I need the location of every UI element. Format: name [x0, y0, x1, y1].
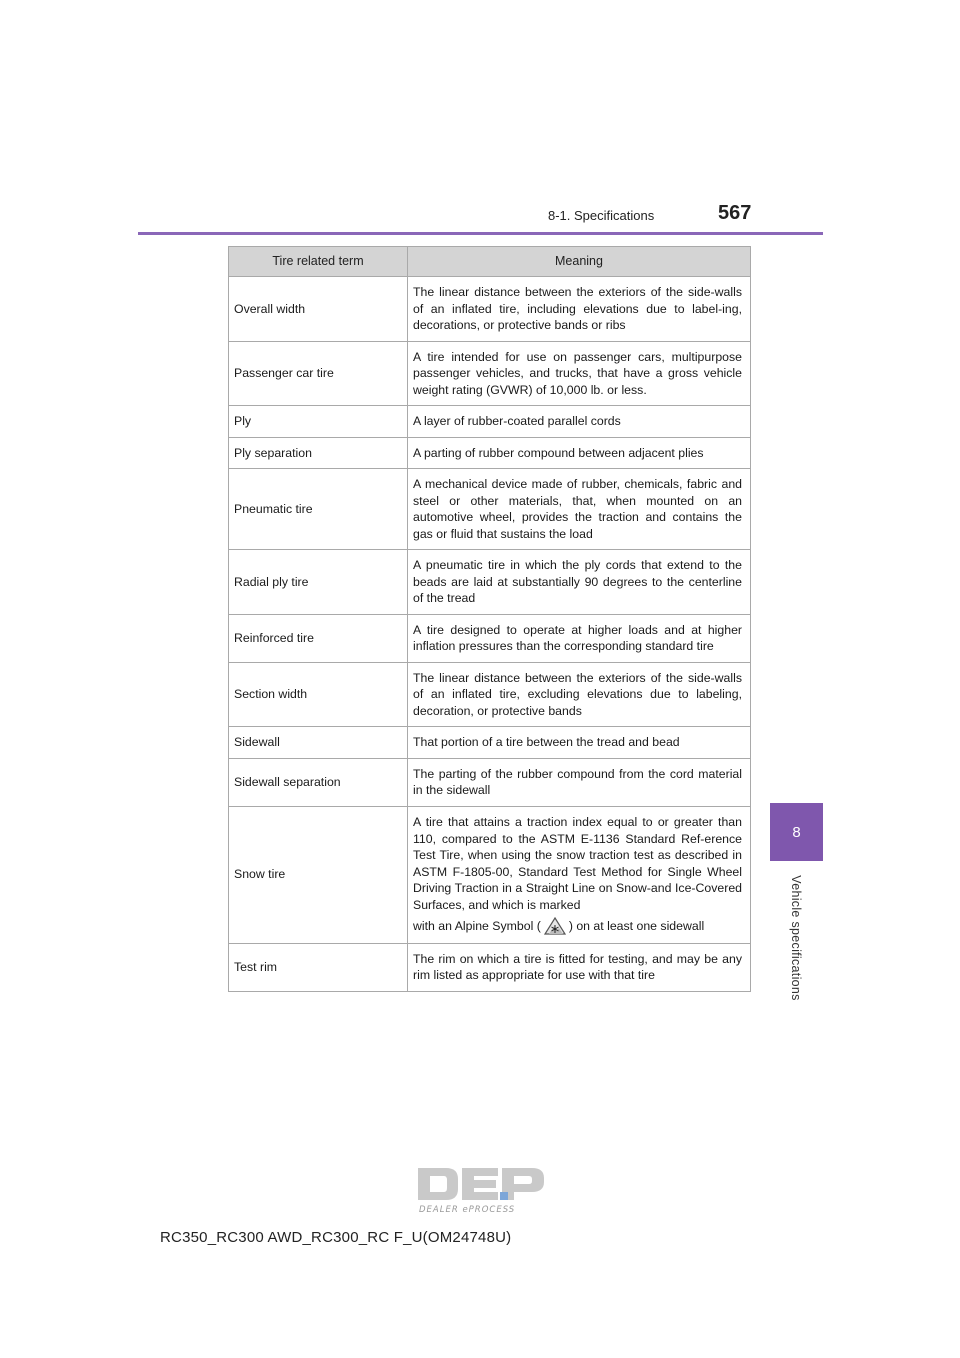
chapter-tab[interactable]: 8 [770, 803, 823, 861]
meaning-cell: A parting of rubber compound between adjacent plies [408, 437, 751, 469]
term-cell: Overall width [229, 277, 408, 342]
table-row [229, 943, 751, 991]
chapter-title-vertical: Vehicle specifications [789, 875, 803, 1001]
table-row [229, 550, 751, 615]
snow-tire-meaning-text: A tire that attains a traction index equal to or greater than 110, compared to the ASTM E-1136 Standard Ref-erence Test Tire, when using the snow traction test as described in ASTM F-1805-00, Standard Test Method for Single Wheel Driving Traction in a Straight Line on Snow-and Ice-Covered Surfaces, and which is marked [413, 815, 742, 912]
term-cell: Pneumatic tire [229, 469, 408, 550]
meaning-cell: The parting of the rubber compound from the cord material in the sidewall [408, 758, 751, 806]
column-header-term: Tire related term [229, 247, 408, 277]
term-cell: Ply separation [229, 437, 408, 469]
term-cell: Test rim [229, 943, 408, 991]
table-row [229, 614, 751, 662]
meaning-cell: The linear distance between the exteriors of the side-walls of an inflated tire, excluding elevations due to labeling, decoration, or protective bands [408, 662, 751, 727]
table-row [229, 758, 751, 806]
table-row [229, 277, 751, 342]
table-row [229, 662, 751, 727]
term-cell: Passenger car tire [229, 341, 408, 406]
table-header-row [229, 247, 751, 277]
tire-terms-table [228, 246, 751, 992]
meaning-cell: The linear distance between the exteriors of the side-walls of an inflated tire, including elevations due to label-ing, decorations, or protective bands or ribs [408, 277, 751, 342]
meaning-cell: That portion of a tire between the tread and bead [408, 727, 751, 759]
meaning-cell: A tire designed to operate at higher loads and at higher inflation pressures than the corresponding standard tire [408, 614, 751, 662]
term-cell: Radial ply tire [229, 550, 408, 615]
term-cell: Sidewall separation [229, 758, 408, 806]
snow-tire-meaning-tail-after: ) on at least one sidewall [568, 918, 705, 933]
alpine-snowflake-icon [544, 917, 566, 935]
column-header-meaning: Meaning [408, 247, 751, 277]
page-number: 567 [718, 202, 752, 224]
term-cell: Section width [229, 662, 408, 727]
term-cell: Ply [229, 406, 408, 438]
meaning-cell: The rim on which a tire is fitted for testing, and may be any rim listed as appropriate for use with that tire [408, 943, 751, 991]
term-cell: Reinforced tire [229, 614, 408, 662]
meaning-cell: A layer of rubber-coated parallel cords [408, 406, 751, 438]
meaning-cell: A mechanical device made of rubber, chemicals, fabric and steel or other materials, that, when mounted on an automotive wheel, provides the traction and contains the gas or fluid that sustains the load [408, 469, 751, 550]
header-section-title: 8-1. Specifications [548, 208, 655, 223]
snow-tire-meaning-tail-before: with an Alpine Symbol ( [413, 918, 541, 933]
table-row [229, 406, 751, 438]
meaning-cell [408, 806, 751, 943]
logo-tagline: DEALER ePROCESS [419, 1205, 516, 1215]
term-cell: Sidewall [229, 727, 408, 759]
table-row [229, 341, 751, 406]
table-row [229, 469, 751, 550]
header-rule [138, 232, 823, 235]
meaning-cell: A pneumatic tire in which the ply cords that extend to the beads are laid at substantially 90 degrees to the centerline of the tread [408, 550, 751, 615]
table-row [229, 437, 751, 469]
table-row [229, 727, 751, 759]
meaning-cell: A tire intended for use on passenger cars, multipurpose passenger vehicles, and trucks, that have a gross vehicle weight rating (GVWR) of 10,000 lb. or less. [408, 341, 751, 406]
table-row [229, 806, 751, 943]
term-cell: Snow tire [229, 806, 408, 943]
dealer-eprocess-logo [416, 1166, 546, 1216]
footer-model-code: RC350_RC300 AWD_RC300_RC F_U(OM24748U) [160, 1229, 512, 1246]
